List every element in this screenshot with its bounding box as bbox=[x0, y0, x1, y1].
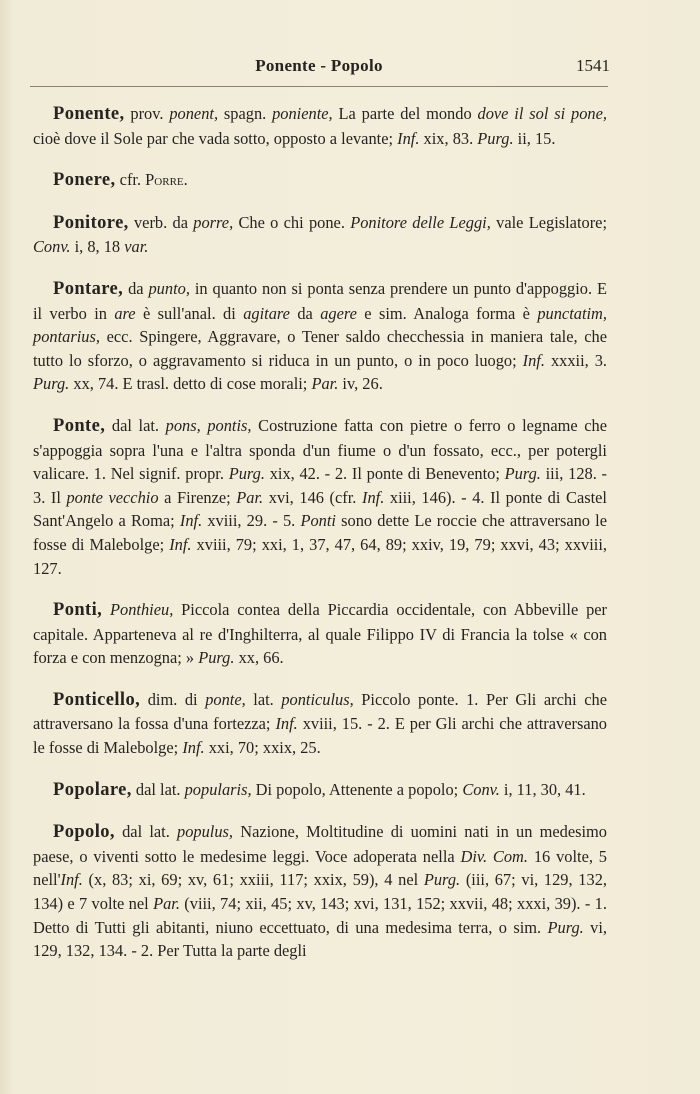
entry-text bbox=[33, 102, 607, 150]
entry-body-text: xviii, 15. - 2. E per Gli archi che attraversano le fosse di Malebolge; bbox=[33, 714, 607, 758]
entry-headword: Ponere, bbox=[53, 170, 116, 191]
entry-text bbox=[33, 277, 607, 396]
entry-text bbox=[33, 820, 607, 963]
entry-italic-text: Purg. bbox=[547, 917, 584, 937]
entry-italic-text: ponte, bbox=[205, 689, 246, 709]
entry-body-text: Costruzione fatta con pietre o ferro o legname che s'appoggia sopra l'una e l'altra sponda d'un fiume o d'un fossato, ecc., per potergli valicare. 1. Nel signif. propr. bbox=[33, 415, 607, 484]
entry-italic-text: Inf. bbox=[169, 534, 192, 554]
entry-italic-text: Inf. bbox=[182, 738, 205, 758]
entry-italic-text: pons, pontis, bbox=[165, 415, 252, 435]
entry-italic-text: Purg. bbox=[504, 464, 541, 484]
entry-italic-text: Purg. bbox=[198, 648, 235, 668]
running-head bbox=[28, 56, 610, 80]
entry-italic-text: ponent, bbox=[169, 104, 219, 123]
entry-text bbox=[33, 168, 607, 193]
running-head-title: Ponente - Popolo bbox=[255, 56, 383, 75]
entry-italic-text: Conv. bbox=[33, 237, 71, 257]
entry-body-text: xiii, 146). - 4. Il ponte di Castel Sant'Angelo a Roma; bbox=[33, 487, 607, 531]
entry-italic-text: popularis, bbox=[184, 779, 252, 799]
dictionary-entry bbox=[33, 414, 607, 580]
entry-italic-text: Inf. bbox=[361, 487, 385, 507]
dictionary-entry bbox=[33, 102, 607, 150]
entry-body-text: cfr. bbox=[115, 170, 146, 190]
entry-italic-text: ponticulus, bbox=[281, 689, 354, 709]
entry-body-text: 16 volte, 5 nell' bbox=[33, 846, 607, 890]
entry-body-text: lat. bbox=[245, 689, 282, 709]
entry-body-text: da bbox=[289, 303, 321, 323]
entry-headword: Pontare, bbox=[53, 278, 124, 299]
entry-body-text: e sim. Analoga forma è bbox=[356, 303, 538, 323]
entry-headword: Ponte, bbox=[53, 415, 106, 436]
entry-italic-text: Purg. bbox=[228, 464, 265, 484]
entry-body-text: Di popolo, Attenente a popolo; bbox=[251, 779, 463, 799]
entry-italic-text: Div. Com. bbox=[460, 846, 528, 866]
entry-italic-text: are bbox=[114, 303, 136, 323]
entry-body-text: xviii, 29. - 5. bbox=[202, 511, 301, 531]
entry-body-text: è sull'anal. di bbox=[135, 303, 244, 323]
entry-body-text: vale Legislatore; bbox=[490, 212, 607, 232]
entry-italic-text: agere bbox=[320, 303, 357, 323]
entry-body-text: xx, 74. E trasl. detto di cose morali; bbox=[69, 374, 312, 394]
entry-headword: Ponente, bbox=[53, 104, 125, 124]
entries-list bbox=[33, 102, 607, 981]
entry-body-text: i, 8, 18 bbox=[70, 237, 125, 257]
entry-italic-text: Par. bbox=[311, 374, 339, 394]
entry-body-text: i, 11, 30, 41. bbox=[499, 779, 586, 799]
entry-body-text: (viii, 74; xii, 45; xv, 143; xvi, 131, 152; xxvii, 48; xxxi, 39). - 1. Detto di Tutti gli abitanti, niuno eccettuato, di una medesima terra, o sim. bbox=[33, 894, 607, 937]
entry-italic-text: Inf. bbox=[60, 870, 83, 890]
entry-crossref-text: Porre. bbox=[145, 170, 188, 190]
entry-italic-text: Par. bbox=[153, 894, 180, 914]
entry-body-text: vi, 129, 132, 134. - 2. Per Tutta la parte degli bbox=[33, 917, 607, 961]
entry-body-text: xvi, 146 (cfr. bbox=[263, 487, 362, 507]
entry-italic-text: poniente, bbox=[272, 104, 333, 123]
entry-body-text: dal lat. bbox=[114, 822, 178, 842]
dictionary-entry bbox=[33, 820, 607, 963]
entry-italic-text: Ponthieu, bbox=[110, 600, 174, 620]
entry-body-text: iii, 128. - 3. Il bbox=[33, 464, 607, 507]
entry-body-text: (iii, 67; vi, 129, 132, 134) e 7 volte nel bbox=[33, 870, 607, 914]
entry-body-text: Che o chi pone. bbox=[233, 212, 351, 232]
entry-body-text: xx, 66. bbox=[234, 648, 284, 668]
entry-body-text: ii, 15. bbox=[513, 128, 556, 148]
entry-body-text: dal lat. bbox=[131, 779, 185, 799]
entry-headword: Popolare, bbox=[53, 779, 132, 800]
entry-italic-text: Conv. bbox=[462, 779, 500, 799]
entry-headword: Ponti, bbox=[53, 600, 103, 621]
dictionary-entry bbox=[33, 168, 607, 193]
entry-body-text: in quanto non si ponta senza prendere un punto d'appoggio. E il verbo in bbox=[33, 278, 608, 323]
entry-italic-text: punto, bbox=[148, 278, 190, 298]
entry-italic-text: Purg. bbox=[423, 870, 461, 890]
entry-body-text: sono dette Le roccie che attraversano le fosse di Malebolge; bbox=[33, 511, 607, 554]
entry-body-text: xxxii, 3. bbox=[544, 350, 607, 370]
entry-italic-text: Inf. bbox=[275, 714, 298, 734]
entry-body-text bbox=[102, 600, 110, 619]
entry-body-text: verb. da bbox=[128, 212, 194, 232]
entry-body-text: spagn. bbox=[218, 104, 273, 123]
entry-italic-text: Inf. bbox=[522, 350, 545, 370]
entry-body-text: xix, 83. bbox=[419, 128, 478, 148]
entry-body-text: prov. bbox=[124, 104, 170, 123]
entry-italic-text: Purg. bbox=[477, 128, 514, 148]
entry-body-text: a Firenze; bbox=[158, 487, 237, 507]
entry-italic-text: porre, bbox=[193, 212, 234, 232]
entry-body-text: Piccolo ponte. 1. Per Gli archi che attraversano la fossa d'una fortezza; bbox=[33, 689, 607, 734]
entry-body-text: dal lat. bbox=[105, 415, 166, 435]
entry-body-text: dim. di bbox=[140, 689, 206, 709]
entry-italic-text: Par. bbox=[236, 487, 264, 507]
entry-italic-text: Inf. bbox=[397, 128, 420, 148]
entry-italic-text: ponte vecchio bbox=[66, 487, 159, 507]
entry-body-text: cioè dove il Sole par che vada sotto, opposto a levante; bbox=[33, 128, 398, 148]
entry-text bbox=[33, 688, 607, 760]
entry-italic-text: Purg. bbox=[33, 374, 70, 394]
entry-headword: Ponticello, bbox=[53, 689, 141, 710]
entry-body-text: xviii, 79; xxi, 1, 37, 47, 64, 89; xxiv, 19, 79; xxvi, 43; xxviii, 127. bbox=[33, 534, 608, 578]
entry-italic-text: punctatim, pontarius, bbox=[33, 303, 607, 347]
header-rule bbox=[30, 86, 608, 87]
entry-text bbox=[33, 598, 607, 670]
page-number: 1541 bbox=[576, 56, 610, 75]
dictionary-entry bbox=[33, 598, 607, 670]
entry-body-text: Piccola contea della Piccardia occidentale, con Abbeville per capitale. Apparteneva al re d'Inghilterra, al quale Filippo IV di Francia la tolse « con forza e con menzogna; » bbox=[33, 600, 607, 668]
entry-body-text: ecc. Spingere, Aggravare, o Tener saldo checchessia in maniera tale, che tutto lo sforzo, o aggravamento si riduca in un punto, o in poco luogo; bbox=[33, 327, 607, 370]
dictionary-entry bbox=[33, 211, 607, 259]
entry-body-text: Nazione, Moltitudine di uomini nati in un medesimo paese, o viventi sotto le medesime leggi. Voce adoperata nella bbox=[33, 822, 607, 866]
entry-headword: Popolo, bbox=[53, 822, 115, 843]
entry-headword: Ponitore, bbox=[53, 212, 129, 233]
entry-italic-text: var. bbox=[124, 237, 149, 257]
entry-body-text: xxi, 70; xxix, 25. bbox=[204, 738, 321, 758]
entry-italic-text: populus, bbox=[177, 822, 234, 842]
entry-italic-text: Inf. bbox=[179, 511, 203, 531]
entry-italic-text: Ponitore delle Leggi, bbox=[350, 212, 491, 232]
dictionary-entry bbox=[33, 277, 607, 396]
dictionary-entry bbox=[33, 778, 607, 803]
entry-body-text: iv, 26. bbox=[338, 374, 383, 394]
entry-body-text: (x, 83; xi, 69; xv, 61; xxiii, 117; xxix, 59), 4 nel bbox=[82, 870, 424, 890]
entry-text bbox=[33, 414, 607, 580]
entry-italic-text: agitare bbox=[243, 303, 290, 323]
entry-text bbox=[33, 211, 607, 259]
entry-body-text: da bbox=[123, 278, 149, 298]
entry-body-text: xix, 42. - 2. Il ponte di Benevento; bbox=[264, 464, 505, 484]
dictionary-entry bbox=[33, 688, 607, 760]
entry-italic-text: dove il sol si pone, bbox=[477, 104, 607, 123]
entry-text bbox=[33, 778, 607, 803]
entry-body-text: La parte del mondo bbox=[332, 104, 478, 123]
entry-italic-text: Ponti bbox=[300, 511, 336, 531]
